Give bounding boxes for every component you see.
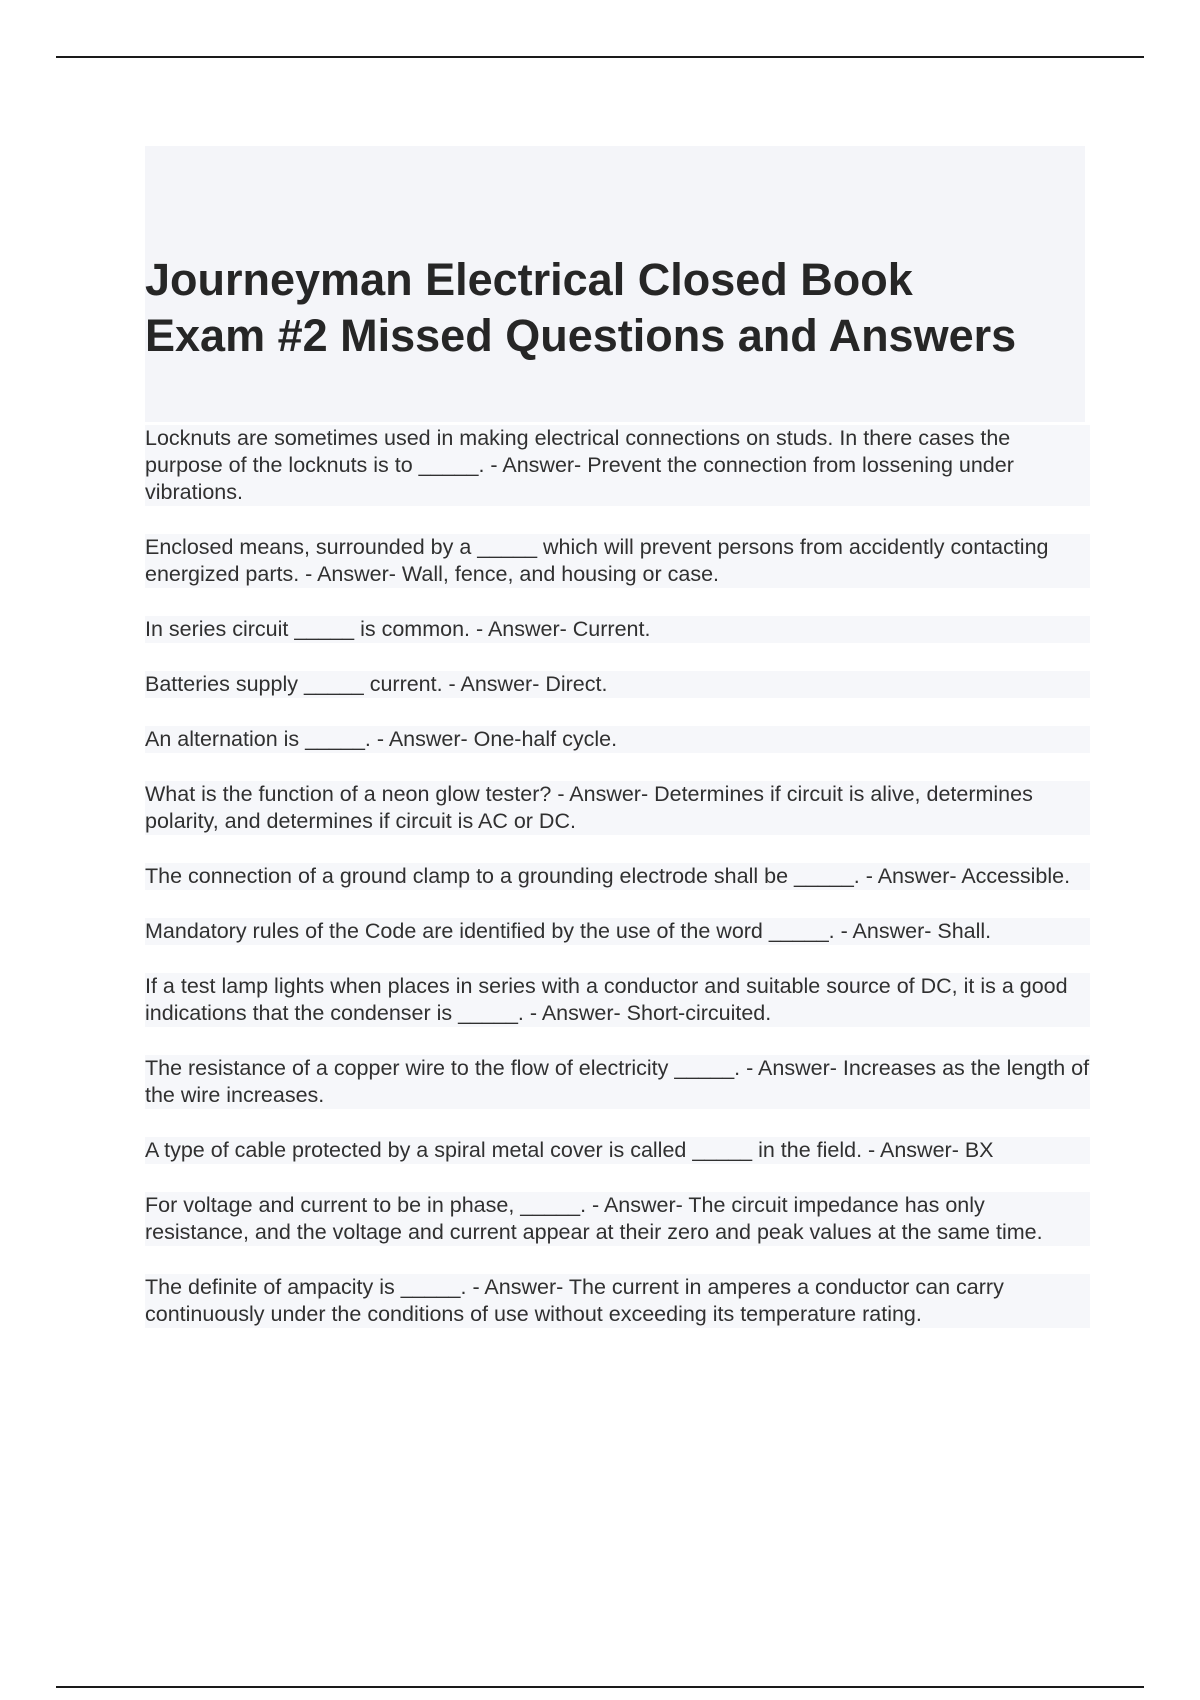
qa-item: In series circuit _____ is common. - Answer- Current. [145,616,1090,643]
qa-item: If a test lamp lights when places in series with a conductor and suitable source of DC, it is a good indications that the condenser is _____. - Answer- Short-circuited. [145,973,1090,1027]
title-line-1: Journeyman Electrical Closed Book [145,254,913,305]
qa-item: The resistance of a copper wire to the flow of electricity _____. - Answer- Increases as the length of the wire increases. [145,1056,1090,1107]
qa-item: For voltage and current to be in phase, _____. - Answer- The circuit impedance has only resistance, and the voltage and current appear at their zero and peak values at the same time. [145,1192,1090,1246]
document-title [145,252,1090,364]
qa-item: A type of cable protected by a spiral metal cover is called _____ in the field. - Answer- BX [145,1137,1090,1164]
qa-item: An alternation is _____. - Answer- One-half cycle. [145,726,1090,753]
qa-item: The definite of ampacity is _____. - Answer- The current in amperes a conductor can carry continuously under the conditions of use without exceeding its temperature rating. [145,1274,1090,1328]
qa-item: What is the function of a neon glow tester? - Answer- Determines if circuit is alive, determines polarity, and determines if circuit is AC or DC. [145,781,1090,835]
qa-item: Mandatory rules of the Code are identified by the use of the word _____. - Answer- Shall. [145,918,1090,945]
qa-item: Enclosed means, surrounded by a _____ which will prevent persons from accidently contacting energized parts. - Answer- Wall, fence, and housing or case. [145,534,1090,588]
qa-list [145,425,1090,1356]
qa-item: The connection of a ground clamp to a grounding electrode shall be _____. - Answer- Accessible. [145,863,1090,890]
top-rule [56,56,1144,58]
qa-item: Locknuts are sometimes used in making electrical connections on studs. In there cases the purpose of the locknuts is to _____. - Answer- Prevent the connection from lossening under vibrations. [145,425,1090,506]
qa-item: Batteries supply _____ current. - Answer- Direct. [145,671,1090,698]
title-line-2: Exam #2 Missed Questions and Answers [145,310,1017,361]
bottom-rule [56,1686,1144,1688]
